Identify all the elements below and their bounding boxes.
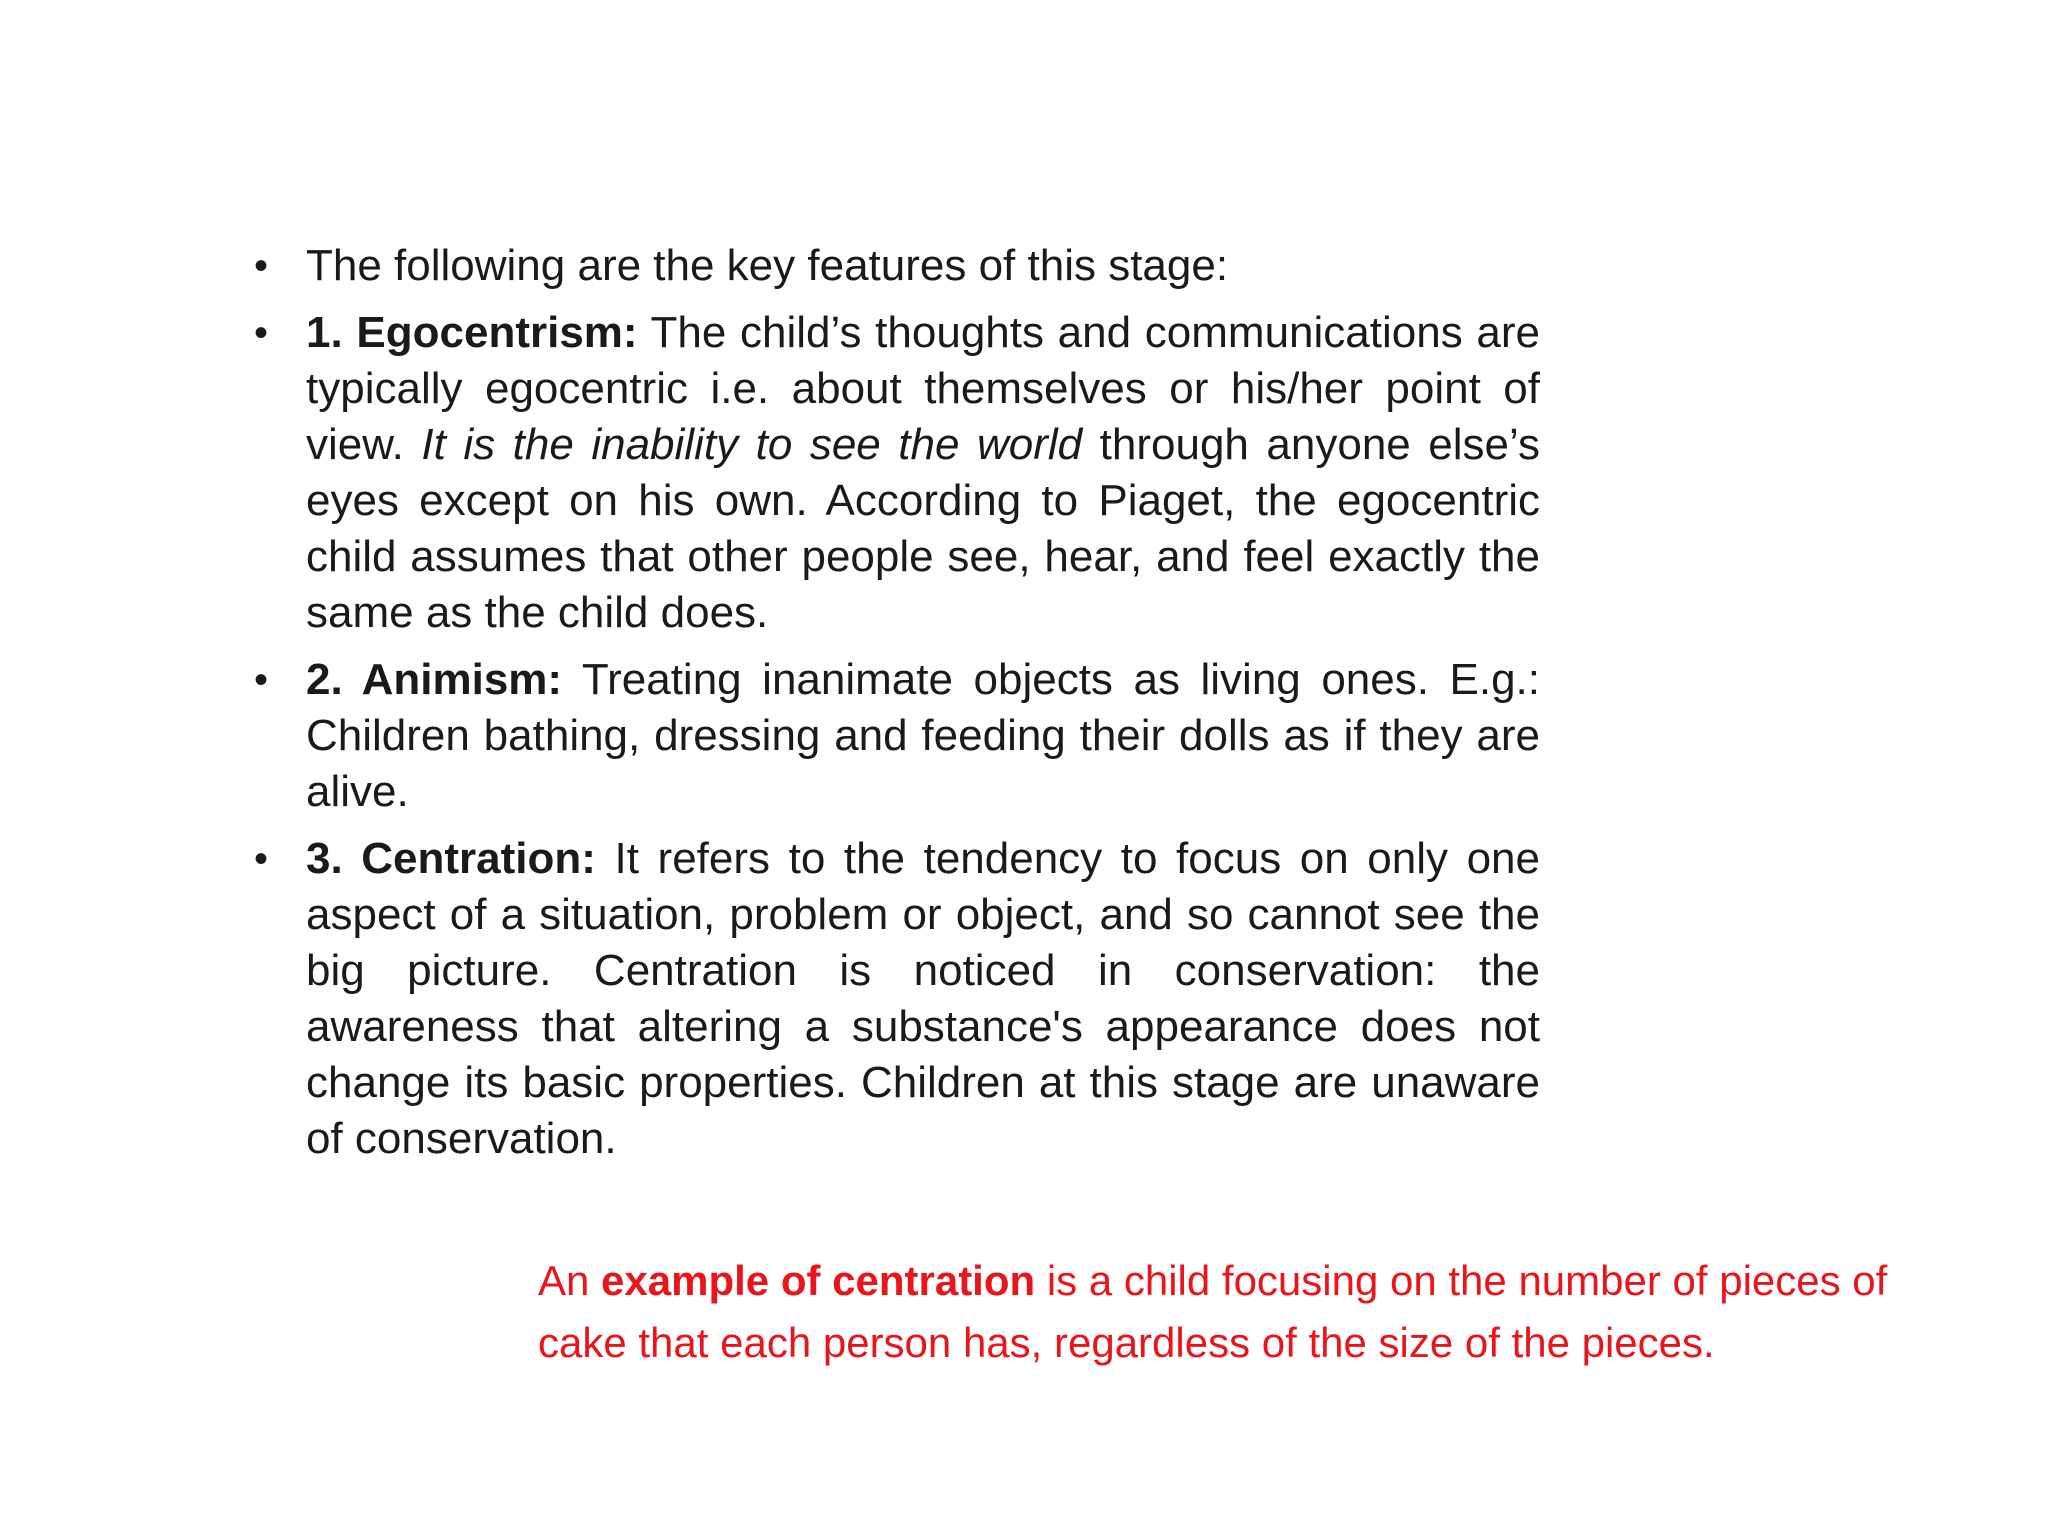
egocentrism-text-after: through anyone else’s eyes except on his own. According to Piaget, the egocentric child assumes that other people see, hear, and feel exactly the same as the child does.	[306, 420, 1541, 637]
animism-heading: 2. Animism:	[306, 655, 563, 704]
animism-text: Treating inanimate objects as living ones. E.g.: Children bathing, dressing and feeding their dolls as if they are alive.	[306, 655, 1540, 816]
egocentrism-text-before: The child’s thoughts and communications are typically egocentric i.e. about themselves or his/her point of view.	[306, 308, 1541, 469]
intro-text: The following are the key features of this stage:	[306, 241, 1229, 290]
egocentrism-heading: 1. Egocentrism:	[306, 308, 638, 357]
bullet-icon: •	[254, 837, 269, 881]
egocentrism-item	[250, 305, 1540, 641]
bullet-icon: •	[254, 244, 269, 288]
centration-text: It refers to the tendency to focus on only one aspect of a situation, problem or object, and so cannot see the big picture. Centration is noticed in conservation: the awareness that altering a substance's appearance does not change its basic properties. Children at this stage are unaware of conservation.	[306, 834, 1540, 1163]
bullet-icon: •	[254, 658, 269, 702]
centration-item	[250, 831, 1540, 1167]
example-prefix: An	[538, 1257, 602, 1304]
example-note	[538, 1250, 1938, 1374]
example-bold: example of centration	[601, 1257, 1036, 1304]
example-suffix: is a child focusing on the number of pieces of cake that each person has, regardless of the size of the pieces.	[538, 1257, 1888, 1366]
feature-list	[250, 238, 1540, 1178]
animism-item	[250, 652, 1540, 820]
intro-item	[250, 238, 1540, 294]
egocentrism-italic: It is the inability to see the world	[421, 420, 1083, 469]
bullet-icon: •	[254, 311, 269, 355]
centration-heading: 3. Centration:	[306, 834, 596, 883]
